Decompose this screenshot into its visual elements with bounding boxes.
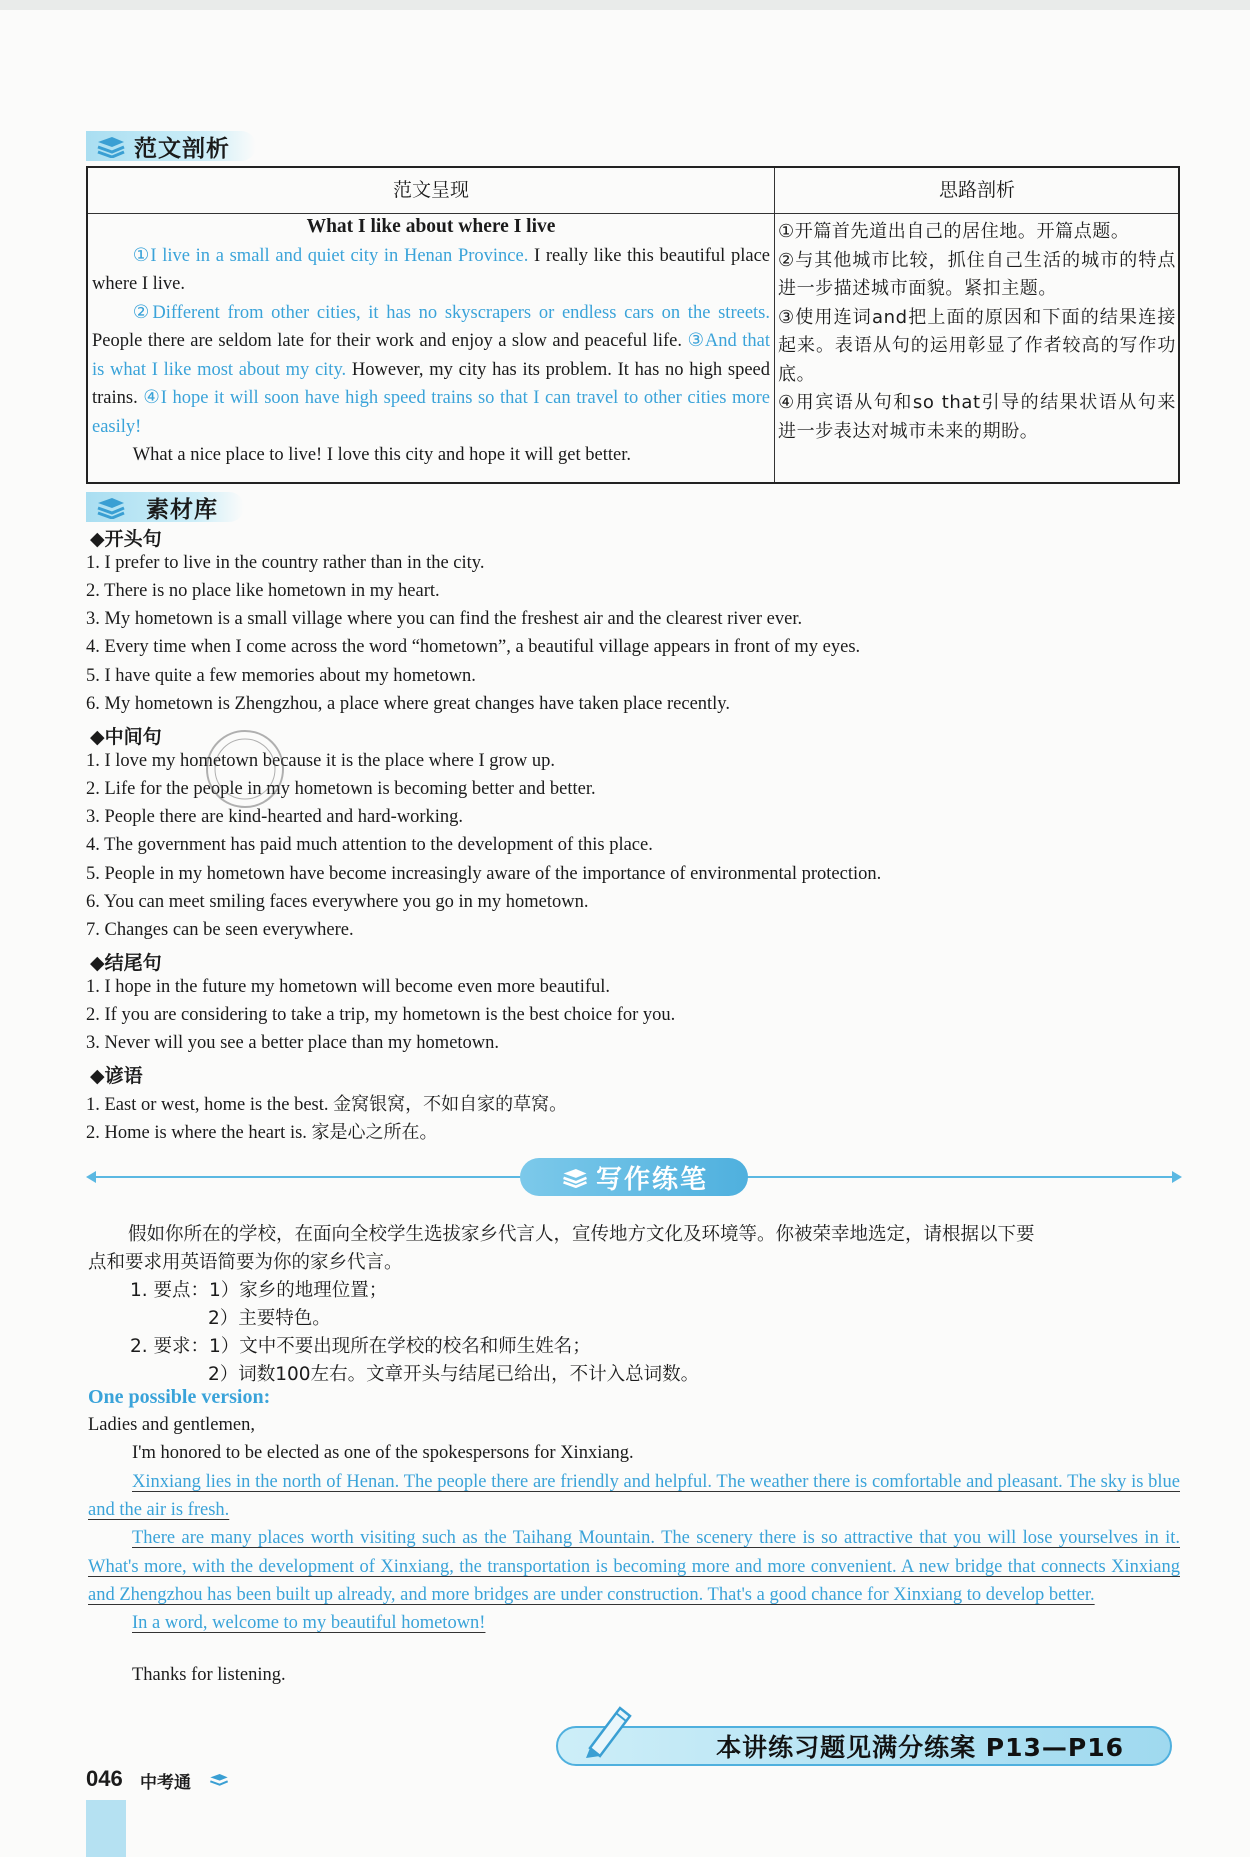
list-item bbox=[86, 1090, 567, 1116]
proverb-cn: 家是心之所在。 bbox=[311, 1122, 438, 1143]
essay-title: What I like about where I live bbox=[306, 216, 556, 237]
sentence-plain: However, my city has its problem. It has no high speed trains. bbox=[92, 359, 770, 408]
stamp-watermark bbox=[202, 726, 288, 812]
subheading-proverbs: ◆谚语 bbox=[90, 1065, 143, 1087]
section-header-essay-analysis bbox=[86, 131, 256, 161]
task-intro-line2: 点和要求用英语简要为你的家乡代言。 bbox=[88, 1252, 403, 1273]
layers-icon bbox=[560, 1166, 590, 1188]
proverb-en: 2. Home is where the heart is. bbox=[86, 1123, 312, 1143]
sample-answer-body bbox=[88, 1468, 1180, 1637]
section-header-materials bbox=[86, 492, 244, 522]
task-requirement: 1. 要点：1）家乡的地理位置； bbox=[130, 1280, 388, 1301]
column-divider bbox=[774, 168, 775, 482]
sentence-4: ④I hope it will soon have high speed trains so that I can travel to other cities more easily! bbox=[92, 388, 770, 437]
essay-paragraph-1 bbox=[92, 242, 770, 299]
practice-reference-text: 本讲练习题见满分练案 P13—P16 bbox=[716, 1733, 1124, 1762]
sentence-3: ③And that is what I like most about my city. bbox=[92, 331, 771, 380]
list-item: 1. I love my hometown because it is the place where I grow up. bbox=[86, 751, 556, 771]
practice-reference-banner bbox=[556, 1726, 1172, 1766]
analysis-table bbox=[86, 166, 1180, 484]
analysis-note: ②与其他城市比较，抓住自己生活的城市的特点进一步描述城市面貌。紧扣主题。 bbox=[778, 249, 1177, 299]
answer-text: In a word, welcome to my beautiful hometown! bbox=[132, 1613, 486, 1634]
section-header-writing-practice bbox=[520, 1158, 748, 1196]
task-requirement: 2. 要求：1）文中不要出现所在学校的校名和师生姓名； bbox=[130, 1336, 591, 1357]
column-header-analysis: 思路剖析 bbox=[938, 179, 1015, 201]
list-item bbox=[86, 1118, 438, 1144]
model-essay bbox=[92, 213, 770, 470]
essay-paragraph-2 bbox=[92, 299, 770, 442]
top-edge bbox=[0, 0, 1250, 10]
pencil-icon bbox=[576, 1698, 636, 1760]
answer-paragraph bbox=[88, 1524, 1180, 1609]
list-item: 4. The government has paid much attention to the development of this place. bbox=[86, 835, 653, 855]
proverb-cn: 金窝银窝，不如自家的草窝。 bbox=[333, 1094, 568, 1115]
sentence-plain: People there are seldom late for their work and enjoy a slow and peaceful life. bbox=[92, 331, 688, 351]
list-item: 6. You can meet smiling faces everywhere you go in my hometown. bbox=[86, 892, 589, 912]
list-item: 7. Changes can be seen everywhere. bbox=[86, 920, 354, 940]
page-number: 046 bbox=[86, 1766, 123, 1791]
essay-paragraph-3: What a nice place to live! I love this city and hope it will get better. bbox=[132, 445, 631, 465]
list-item: 6. My hometown is Zhengzhou, a place where great changes have taken place recently. bbox=[86, 694, 730, 714]
subheading-opening: ◆开头句 bbox=[90, 528, 162, 550]
layers-icon bbox=[94, 134, 128, 158]
arrow-right-icon bbox=[1172, 1171, 1182, 1183]
brand-name: 中考通 bbox=[140, 1773, 191, 1793]
list-item: 2. If you are considering to take a trip, my hometown is the best choice for you. bbox=[86, 1005, 676, 1025]
sentence-1: ①I live in a small and quiet city in Henan Province. bbox=[132, 245, 529, 266]
opening-sentence: I'm honored to be elected as one of the spokespersons for Xinxiang. bbox=[132, 1443, 634, 1463]
list-item: 4. Every time when I come across the word “hometown”, a beautiful village appears in front of my eyes. bbox=[86, 637, 861, 657]
list-item: 5. I have quite a few memories about my hometown. bbox=[86, 666, 476, 686]
task-requirement: 2）词数100左右。文章开头与结尾已给出，不计入总词数。 bbox=[208, 1364, 700, 1385]
section-title: 写作练笔 bbox=[595, 1164, 708, 1195]
section-title: 素材库 bbox=[146, 496, 218, 523]
analysis-note: ①开篇首先道出自己的居住地。开篇点题。 bbox=[778, 221, 1130, 242]
arrow-left-icon bbox=[86, 1171, 96, 1183]
list-item: 5. People in my hometown have become increasingly aware of the importance of environmental protection. bbox=[86, 864, 882, 884]
task-intro-line1: 假如你所在的学校，在面向全校学生选拔家乡代言人，宣传地方文化及环境等。你被荣幸地选定，请根据以下要 bbox=[128, 1224, 1035, 1245]
list-item: 2. There is no place like hometown in my heart. bbox=[86, 581, 440, 601]
list-item: 3. My hometown is a small village where you can find the freshest air and the clearest river ever. bbox=[86, 609, 803, 629]
subheading-ending: ◆结尾句 bbox=[90, 952, 162, 974]
analysis-note: ③使用连词and把上面的原因和下面的结果连接起来。表语从句的运用彰显了作者较高的写作功底。 bbox=[778, 306, 1176, 385]
answer-text: There are many places worth visiting such as the Taihang Mountain. The scenery there is so attractive that you will lose yourselves in it. What's more, with the development of Xinxiang, the transportation is becoming more and more convenient. A new bridge that connects Xinxiang and Zhengzhou has been built up already, and more bridges are under construction. That's a good chance for Xinxiang to develop better. bbox=[88, 1528, 1180, 1605]
closing-sentence: Thanks for listening. bbox=[132, 1665, 286, 1685]
layers-icon bbox=[207, 1772, 231, 1788]
list-item: 3. Never will you see a better place than my hometown. bbox=[86, 1033, 500, 1053]
answer-paragraph bbox=[88, 1468, 1180, 1524]
list-item: 1. I prefer to live in the country rather than in the city. bbox=[86, 553, 485, 573]
answer-paragraph bbox=[88, 1609, 1180, 1637]
column-header-essay: 范文呈现 bbox=[392, 179, 469, 201]
layers-icon bbox=[94, 495, 128, 519]
list-item: 2. Life for the people in my hometown is becoming better and better. bbox=[86, 779, 596, 799]
analysis-notes bbox=[778, 218, 1176, 446]
sentence-plain: I really like this beautiful place where I live. bbox=[92, 245, 770, 294]
sentence-2: ②Different from other cities, it has no skyscrapers or endless cars on the streets. bbox=[132, 302, 770, 323]
section-title: 范文剖析 bbox=[134, 135, 230, 162]
version-label: One possible version: bbox=[88, 1386, 271, 1408]
task-requirement: 2）主要特色。 bbox=[208, 1308, 331, 1329]
list-item: 3. People there are kind-hearted and hard-working. bbox=[86, 807, 464, 827]
greeting: Ladies and gentlemen, bbox=[88, 1415, 255, 1435]
proverb-en: 1. East or west, home is the best. bbox=[86, 1095, 334, 1115]
page-corner-tab bbox=[86, 1800, 126, 1857]
answer-text: Xinxiang lies in the north of Henan. The people there are friendly and helpful. The weather there is comfortable and pleasant. The sky is blue and the air is fresh. bbox=[88, 1472, 1180, 1521]
analysis-note: ④用宾语从句和so that引导的结果状语从句来进一步表达对城市未来的期盼。 bbox=[778, 392, 1176, 442]
list-item: 1. I hope in the future my hometown will become even more beautiful. bbox=[86, 977, 611, 997]
subheading-middle: ◆中间句 bbox=[90, 726, 162, 748]
